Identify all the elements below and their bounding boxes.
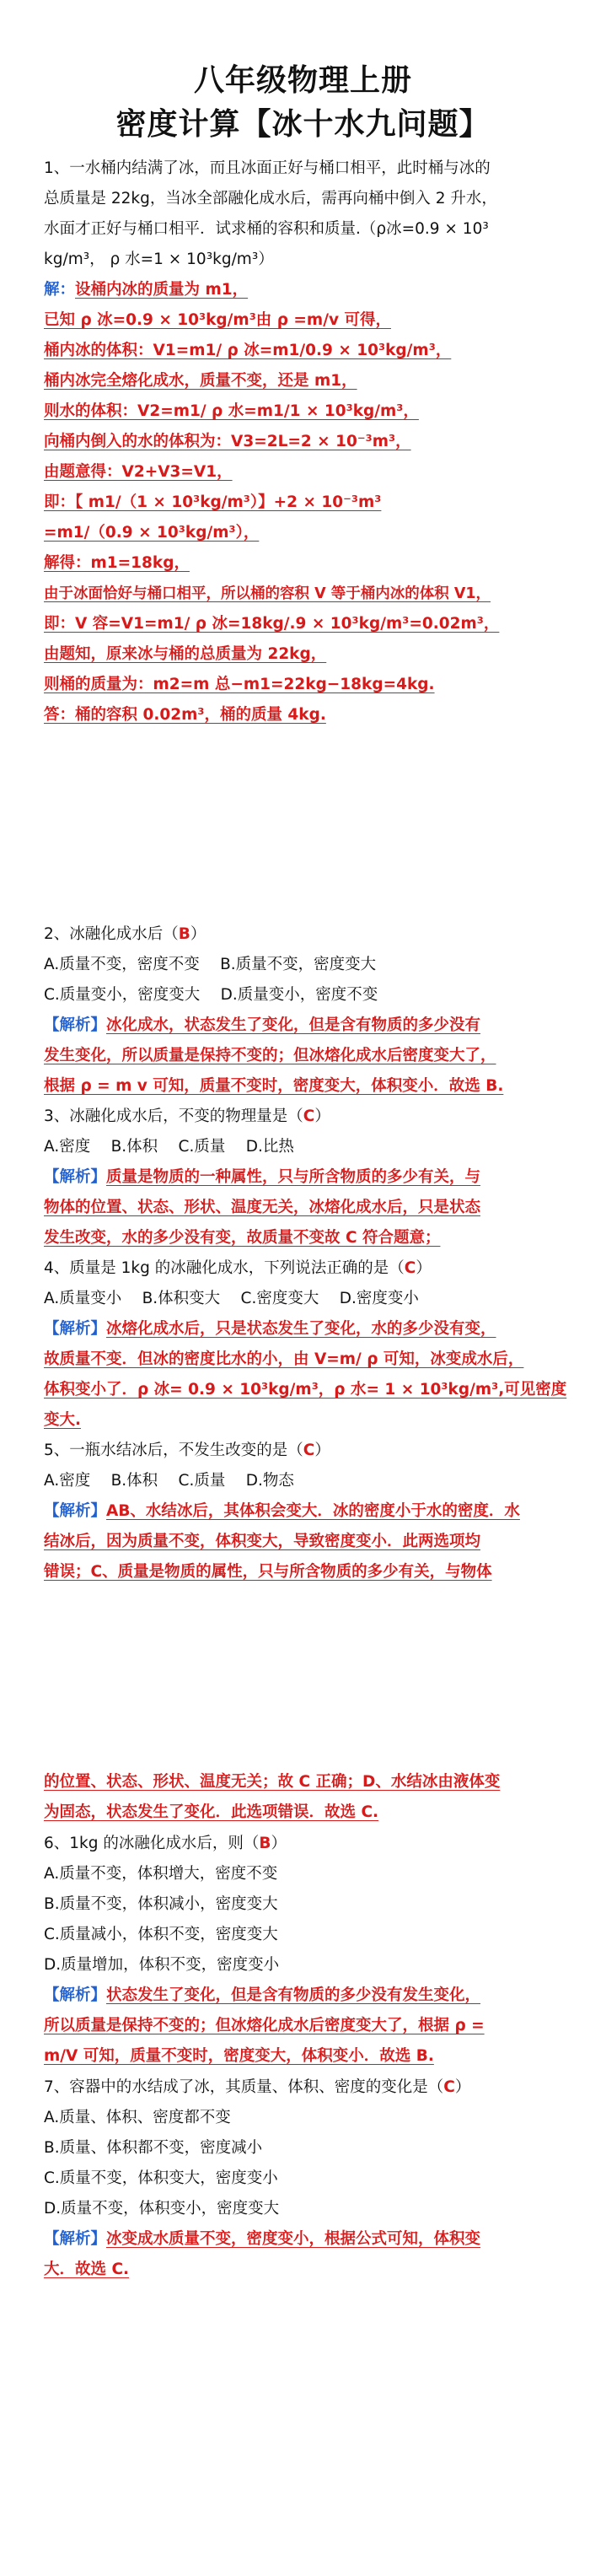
q6-option: D.质量增加，体积不变，密度变小 [44,1956,280,1974]
q7-analysis-line [44,2224,571,2255]
q6-option: A.质量不变，体积增大，密度不变 [44,1865,278,1883]
q5-stem [44,1436,571,1466]
q2-analysis-line: 发生变化，所以质量是保持不变的；但冰熔化成水后密度变大了， [44,1047,496,1064]
q1-solution-line: =m1/（0.9 × 10³kg/m³）， [44,524,260,542]
q2-stem [44,919,571,950]
q5-analysis-line: 错误；C、质量是物质的属性，只与所含物质的多少有关，与物体 [44,1563,492,1581]
q4-analysis-line: 体积变小了．ρ 冰= 0.9 × 10³kg/m³，ρ 水= 1 × 10³kg/m³,可见密度 [44,1381,567,1398]
q1-solution-line: 桶内冰的体积：V1=m1/ ρ 冰=m1/0.9 × 10³kg/m³， [44,342,452,359]
q1-solution-line: 向桶内倒入的水的体积为：V3=2L=2 × 10⁻³m³， [44,433,411,450]
q1-solution-line: 则桶的质量为：m2=m 总−m1=22kg−18kg=4kg. [44,676,435,693]
q2-analysis-line: 根据 ρ = m v 可知，质量不变时，密度变大，体积变小．故选 B. [44,1077,504,1095]
q4-analysis-line: 变大. [44,1411,82,1429]
question-2 [44,919,571,1102]
page-title: 八年级物理上册 [193,63,412,98]
q6-stem-close: ） [271,1835,287,1852]
q1-stem-line: 总质量是 22kg，当冰全部融化成水后，需再向桶中倒入 2 升水， [44,190,497,207]
q7-option: A.质量、体积、密度都不变 [44,2109,231,2126]
question-5 [44,1436,571,1587]
q6-stem-text: 6、1kg 的冰融化成水后，则（ [44,1835,260,1852]
q1-solution-text: 设桶内冰的质量为 m1， [75,281,249,299]
q7-stem-text: 7、容器中的水结成了冰，其质量、体积、密度的变化是（ [44,2078,444,2096]
q7-analysis-line: 大．故选 C. [44,2261,130,2278]
q7-option: D.质量不变，体积变小，密度变大 [44,2200,280,2218]
q1-solution-line: 则水的体积：V2=m1/ ρ 水=m1/1 × 10³kg/m³， [44,402,419,420]
title-block [0,59,606,147]
q4-stem [44,1253,571,1284]
q3-option-row: A.密度 B.体积 C.质量 D.比热 [44,1138,294,1156]
q5-analysis-line: 为固态，状态发生了变化．此选项错误．故选 C. [44,1803,379,1821]
q6-stem [44,1829,571,1859]
q2-analysis-text: 冰化成水，状态发生了变化，但是含有物质的多少没有 [106,1016,481,1034]
q1-solution-line: 即：V 容=V1=m1/ ρ 冰=18kg/.9 × 10³kg/m³=0.02m³， [44,615,500,633]
q3-analysis-text: 质量是物质的一种属性，只与所含物质的多少有关，与 [106,1168,481,1186]
q6-analysis-line: 所以质量是保持不变的；但冰熔化成水后密度变大了，根据 ρ = [44,2017,485,2034]
q2-stem-text: 2、冰融化成水后（ [44,925,179,943]
q2-analysis-label: 【解析】 [44,1016,107,1034]
q6-analysis-line [44,1981,571,2011]
question-6 [44,1829,571,2072]
q7-analysis-text: 冰变成水质量不变，密度变小，根据公式可知，体积变 [106,2230,481,2248]
q1-stem-line: 水面才正好与桶口相平．试求桶的容积和质量.（ρ冰=0.9 × 10³ [44,220,489,238]
q6-analysis-line: m/V 可知，质量不变时，密度变大，体积变小．故选 B. [44,2047,434,2065]
q6-analysis-text: 状态发生了变化，但是含有物质的多少没有发生变化， [106,1986,481,2004]
q1-solution-line: 由于冰面恰好与桶口相平，所以桶的容积 V 等于桶内冰的体积 V1， [44,585,491,602]
q1-stem-line: 1、一水桶内结满了冰，而且冰面正好与桶口相平，此时桶与冰的 [44,159,491,177]
q4-answer: C [404,1259,416,1277]
q1-solution-line: 由题知，原来冰与桶的总质量为 22kg， [44,645,327,663]
q7-stem-close: ） [454,2078,471,2096]
q1-solution-line [44,275,571,305]
q2-stem-close: ） [190,925,206,943]
q3-stem-text: 3、冰融化成水后，不变的物理量是（ [44,1107,303,1125]
q3-analysis-label: 【解析】 [44,1168,107,1186]
q5-stem-text: 5、一瓶水结冰后，不发生改变的是（ [44,1442,303,1459]
q6-option: B.质量不变，体积减小，密度变大 [44,1895,278,1913]
q1-stem-line: kg/m³， ρ 水=1 × 10³kg/m³） [44,251,274,268]
q2-option-row: C.质量变小，密度变大 D.质量变小，密度不变 [44,986,378,1004]
q7-stem [44,2072,571,2103]
q4-analysis-line [44,1314,571,1345]
q1-solution-line: 由题意得：V2+V3=V1， [44,463,233,481]
q4-analysis-text: 冰熔化成水后，只是状态发生了变化，水的多少没有变， [106,1320,496,1338]
q5-option-row: A.密度 B.体积 C.质量 D.物态 [44,1472,294,1490]
page-subtitle: 密度计算【冰十水九问题】 [115,107,491,142]
q2-option-row: A.质量不变，密度不变 B.质量不变，密度变大 [44,956,377,973]
q4-option-row: A.质量变小 B.体积变大 C.密度变大 D.密度变小 [44,1290,419,1307]
q5-answer: C [303,1442,315,1459]
q7-analysis-label: 【解析】 [44,2230,107,2248]
q5-stem-close: ） [314,1442,330,1459]
q3-stem [44,1102,571,1132]
q6-answer: B [259,1835,271,1852]
q1-solution-line: 已知 ρ 冰=0.9 × 10³kg/m³由 ρ =m/v 可得， [44,311,391,329]
q3-analysis-line: 发生改变，水的多少没有变，故质量不变故 C 符合题意； [44,1229,441,1247]
question-7 [44,2072,571,2285]
q5-analysis-label: 【解析】 [44,1502,107,1520]
q7-answer: C [443,2078,455,2096]
q5-analysis-line: 的位置、状态、形状、温度无关；故 C 正确；D、水结冰由液体变 [44,1773,501,1791]
question-3 [44,1102,571,1253]
q7-option: C.质量不变，体积变大，密度变小 [44,2169,278,2187]
q4-analysis-label: 【解析】 [44,1320,107,1338]
q4-stem-close: ） [416,1259,432,1277]
q5-analysis-line [44,1496,571,1527]
q1-solution-line: 桶内冰完全熔化成水，质量不变，还是 m1， [44,372,357,390]
q3-analysis-line: 物体的位置、状态、形状、温度无关，冰熔化成水后，只是状态 [44,1199,481,1216]
q1-solution-line: 即：【 m1/（1 × 10³kg/m³）】+2 × 10⁻³m³ [44,493,382,511]
q3-stem-close: ） [314,1107,330,1125]
q1-solution-label: 解： [44,281,76,299]
q1-solution-line: 解得：m1=18kg， [44,554,190,572]
q2-analysis-line [44,1010,571,1041]
q3-answer: C [303,1107,315,1125]
q5-analysis-line: 结冰后，因为质量不变，体积变大，导致密度变小．此两选项均 [44,1533,481,1550]
q5-analysis-text: AB、水结冰后，其体积会变大．冰的密度小于水的密度．水 [106,1502,520,1520]
q7-option: B.质量、体积都不变，密度减小 [44,2139,263,2157]
q6-option: C.质量减小，体积不变，密度变大 [44,1926,278,1943]
question-4 [44,1253,571,1436]
q3-analysis-line [44,1162,571,1193]
q6-analysis-label: 【解析】 [44,1986,107,2004]
q4-stem-text: 4、质量是 1kg 的冰融化成水，下列说法正确的是（ [44,1259,405,1277]
q4-analysis-line: 故质量不变．但冰的密度比水的小，由 V=m/ ρ 可知，冰变成水后， [44,1350,524,1368]
question-1 [44,154,571,730]
question-5-continued [44,1767,571,1828]
q2-answer: B [178,925,190,943]
q1-answer-line: 答：桶的容积 0.02m³，桶的质量 4kg. [44,706,326,724]
